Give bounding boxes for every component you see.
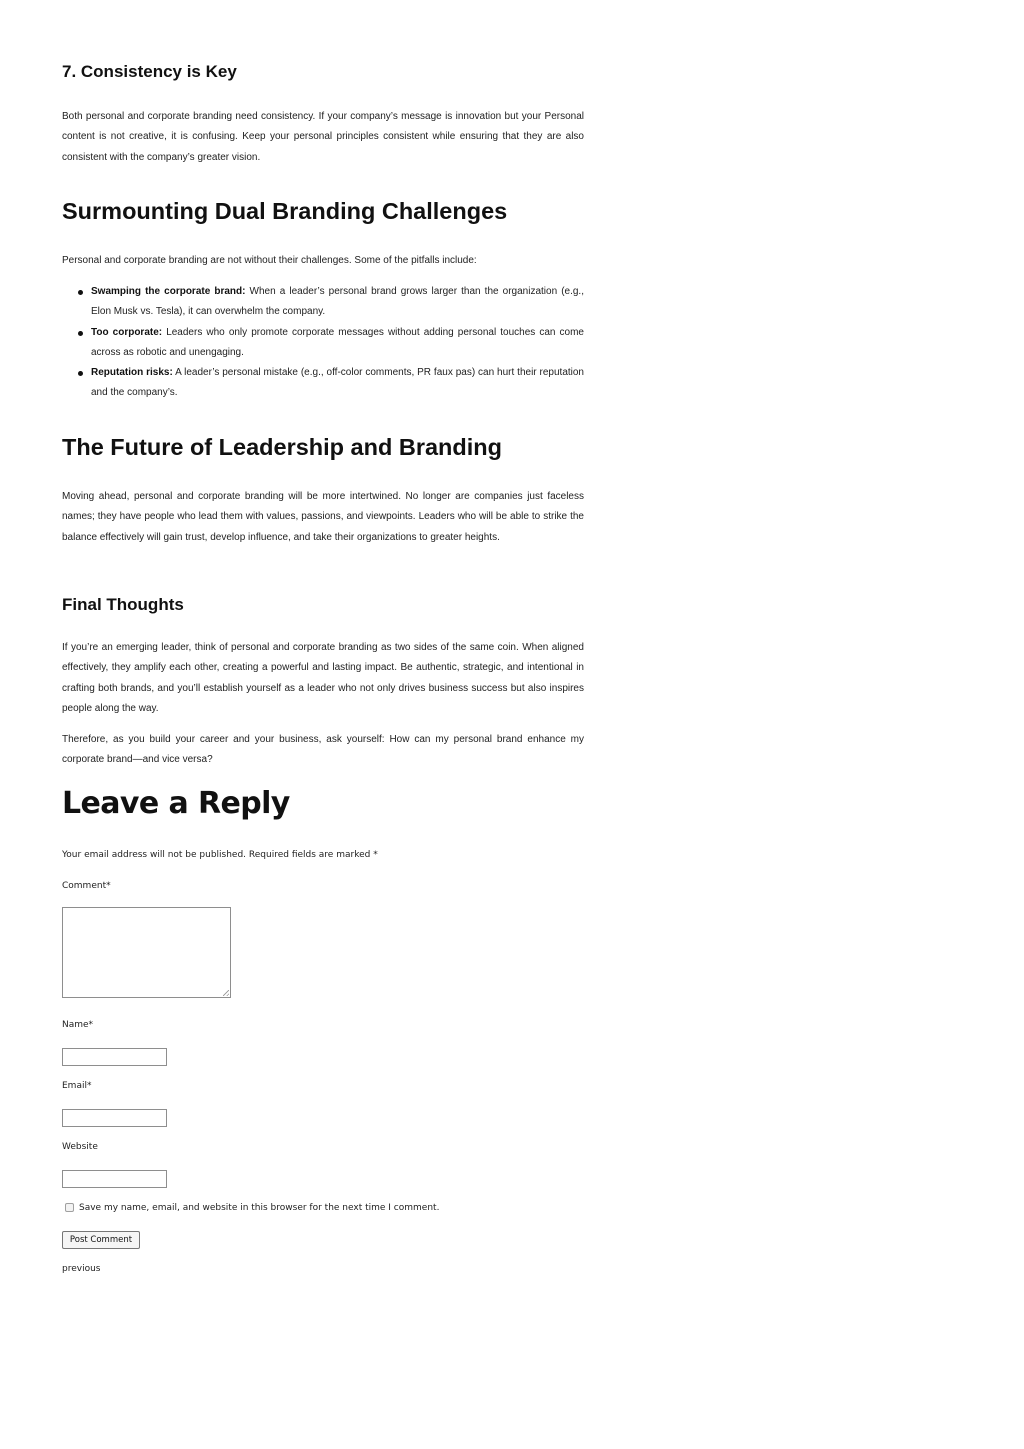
challenges-heading: Surmounting Dual Branding Challenges — [62, 198, 508, 224]
name-label: Name* — [62, 1020, 94, 1030]
future-paragraph: Moving ahead, personal and corporate branding will be more intertwined. No longer are companies just faceless names; they have people who lead them with values, passions, and viewpoints. Leaders who will be able to strike the balance effectively will gain trust, develop influence, and take their organizations to greater heights. — [62, 491, 584, 543]
consistency-heading: 7. Consistency is Key — [62, 62, 237, 81]
resize-handle-icon[interactable] — [223, 990, 229, 996]
pitfall-term: Reputation risks: — [91, 367, 173, 379]
bullet-icon — [78, 331, 83, 336]
comment-label: Comment* — [62, 881, 111, 891]
name-field[interactable] — [62, 1048, 167, 1066]
consistency-paragraph: Both personal and corporate branding need consistency. If your company’s message is innovation but your Personal content is not creative, it is confusing. Keep your personal principles consistent while ensuring that they are also consistent with the company’s greater vision. — [62, 111, 584, 163]
save-consent-label: Save my name, email, and website in this browser for the next time I comment. — [79, 1203, 440, 1213]
website-field[interactable] — [62, 1170, 167, 1188]
save-consent-checkbox[interactable] — [65, 1203, 74, 1212]
pitfalls-list — [62, 282, 584, 404]
pitfall-text: When a leader’s personal brand grows larger than the organization (e.g., Elon Musk vs. Tesla), it can overwhelm the company. — [91, 286, 584, 318]
future-heading: The Future of Leadership and Branding — [62, 434, 502, 460]
website-label: Website — [62, 1142, 98, 1152]
previous-link[interactable]: previous — [62, 1264, 101, 1274]
pitfall-term: Swamping the corporate brand: — [91, 286, 246, 297]
email-field[interactable] — [62, 1109, 167, 1127]
list-item — [62, 363, 584, 404]
pitfall-text: Leaders who only promote corporate messages without adding personal touches can come across as robotic and unengaging. — [91, 326, 584, 358]
final-thoughts-heading: Final Thoughts — [62, 595, 184, 614]
final-thoughts-paragraph-1: If you’re an emerging leader, think of personal and corporate branding as two sides of the same coin. When aligned effectively, they amplify each other, creating a powerful and lasting impact. Be authentic, strategic, and intentional in crafting both brands, and you’ll establish yourself as a leader who not only drives business success but also inspires people along the way. — [62, 642, 584, 714]
challenges-intro: Personal and corporate branding are not without their challenges. Some of the pitfalls include: — [62, 255, 477, 266]
email-notice: Your email address will not be published. Required fields are marked * — [62, 850, 378, 860]
bullet-icon — [78, 371, 83, 376]
comment-textarea[interactable] — [62, 907, 231, 998]
final-thoughts-paragraph-2: Therefore, as you build your career and your business, ask yourself: How can my personal brand enhance my corporate brand—and vice versa? — [62, 734, 584, 766]
pitfall-text: A leader’s personal mistake (e.g., off-color comments, PR faux pas) can hurt their reputation and the company’s. — [91, 367, 584, 399]
bullet-icon — [78, 290, 83, 295]
reply-title: Leave a Reply — [62, 786, 290, 821]
email-label: Email* — [62, 1081, 92, 1091]
list-item — [62, 323, 584, 364]
list-item — [62, 282, 584, 323]
pitfall-term: Too corporate: — [91, 326, 163, 338]
post-comment-button[interactable]: Post Comment — [62, 1231, 140, 1249]
